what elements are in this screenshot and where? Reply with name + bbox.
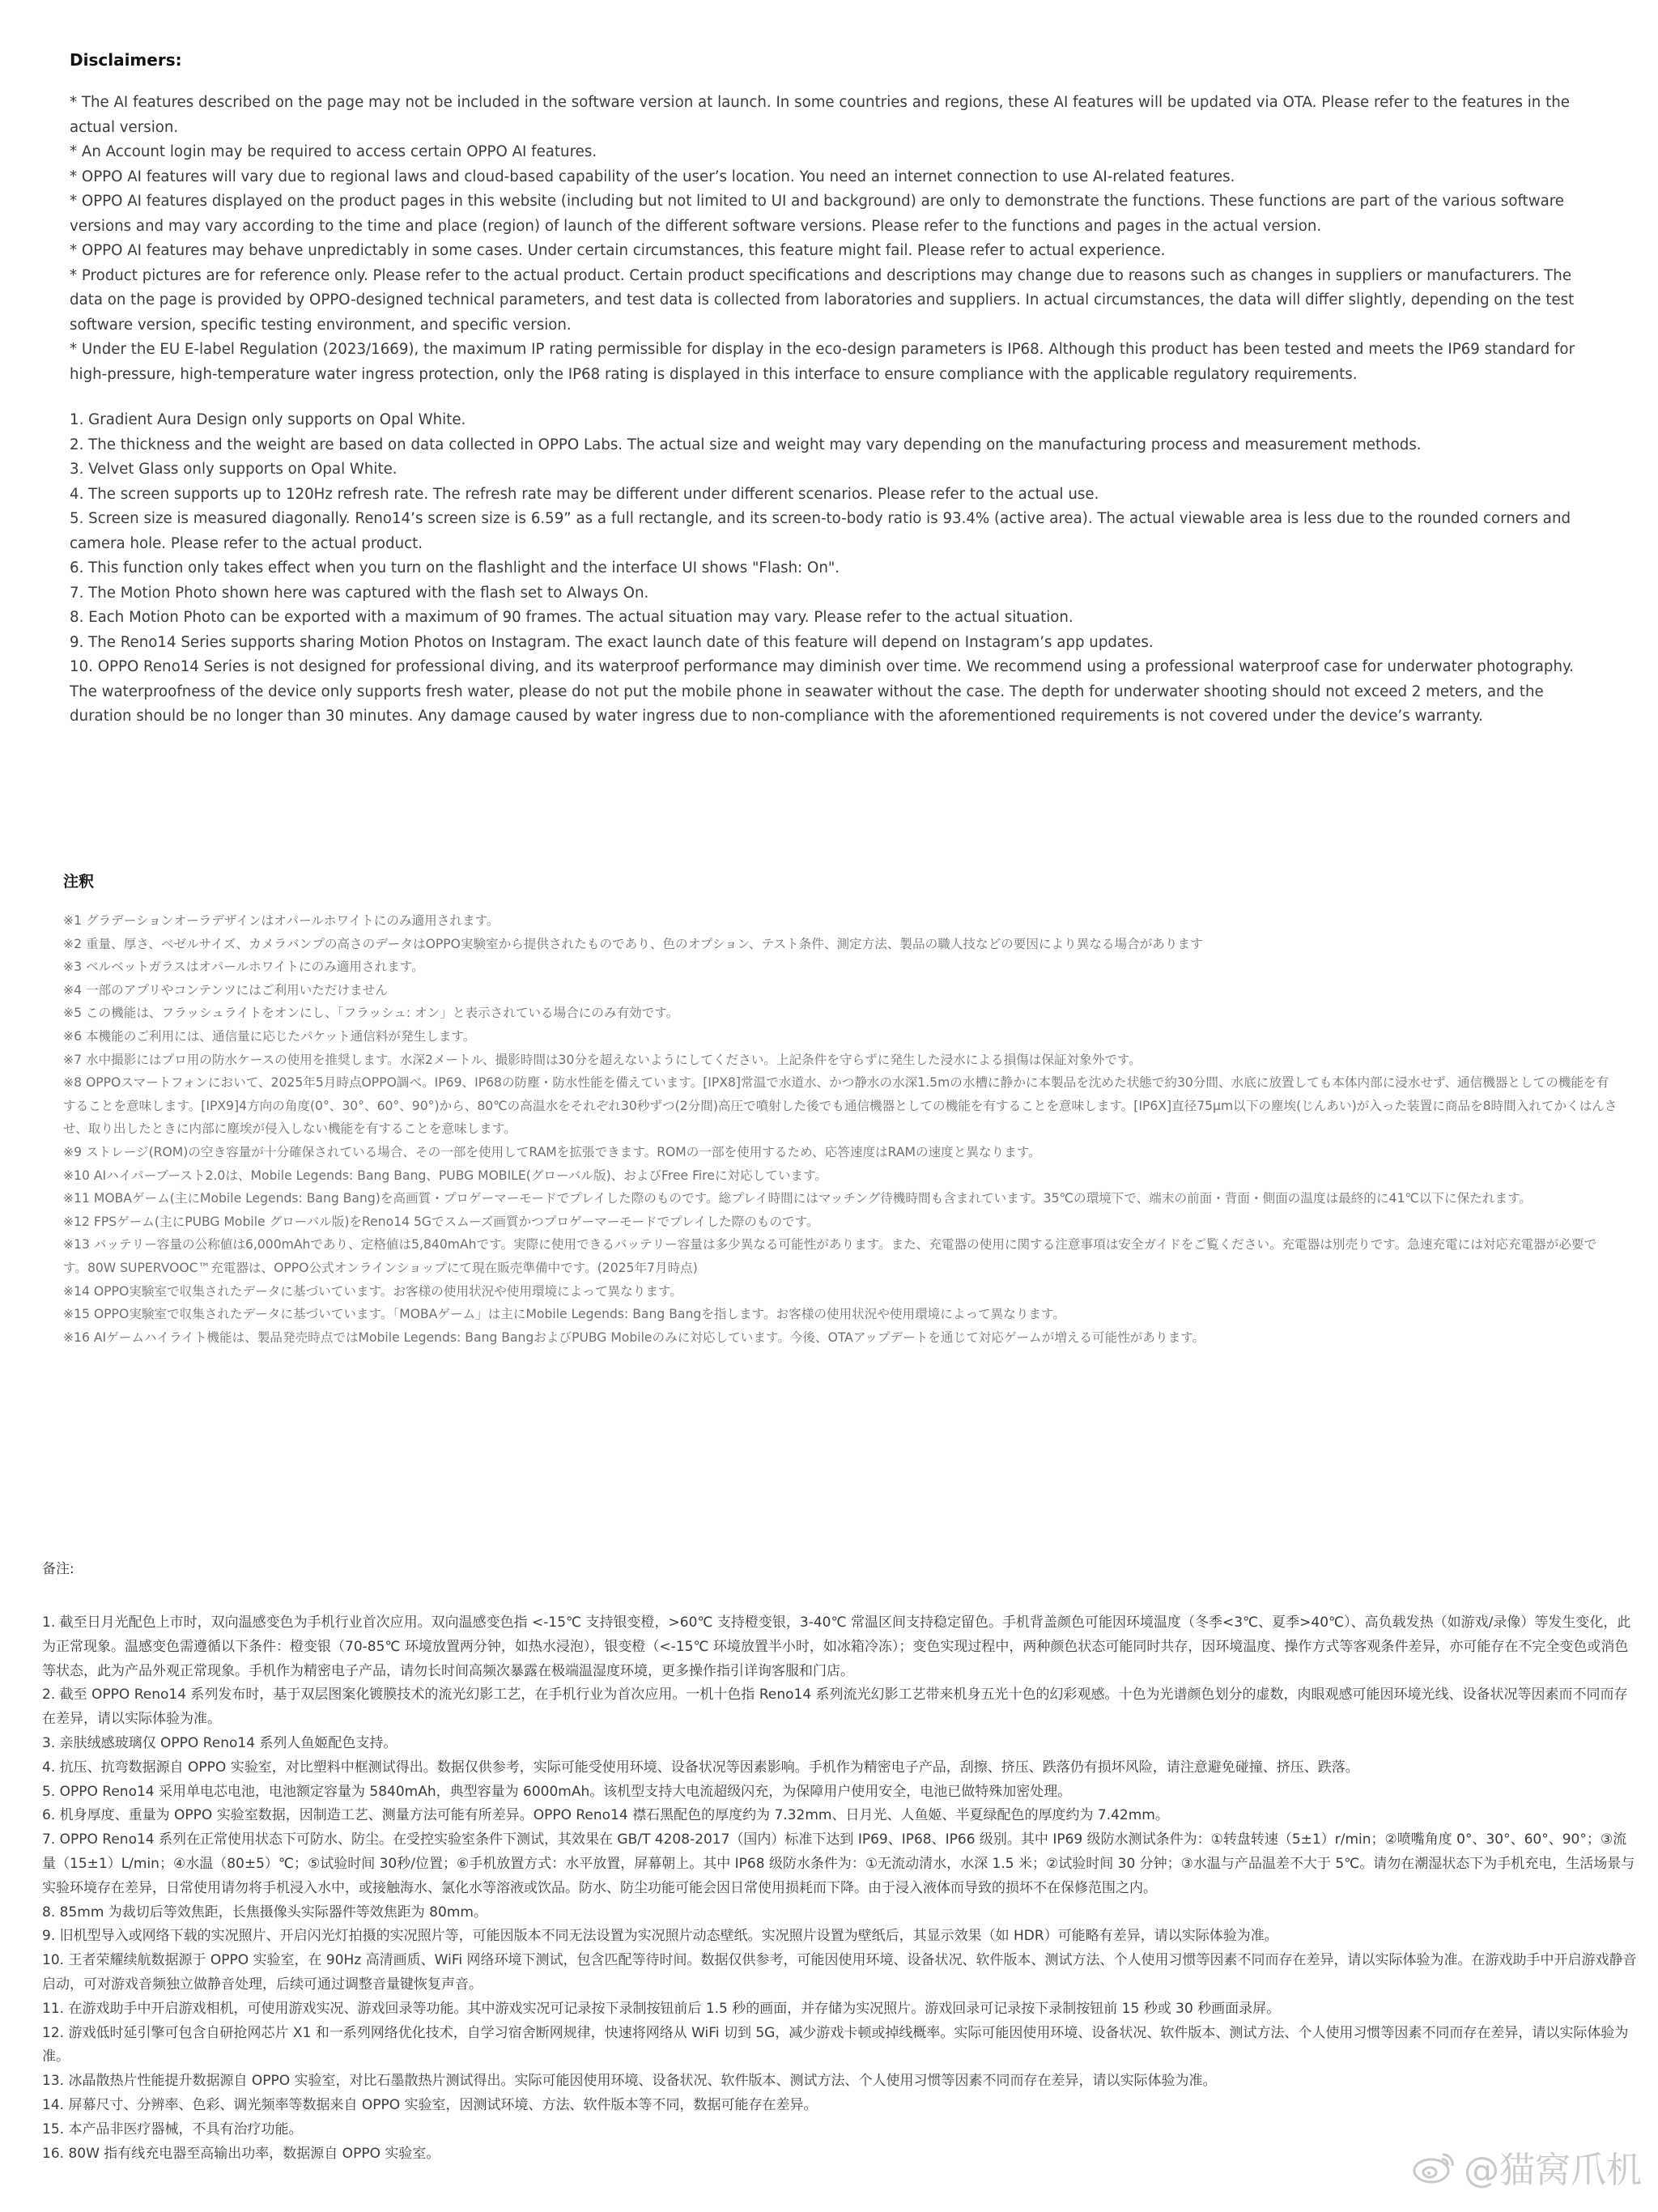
chinese-notes bbox=[42, 1557, 1639, 2166]
disclaimer-note: 6. This function only takes effect when you turn on the flashlight and the interface UI shows "Flash: On". bbox=[70, 559, 840, 576]
watermark-text: @猫窝爪机 bbox=[1464, 2150, 1642, 2191]
japanese-notes bbox=[63, 870, 1618, 1404]
chinese-note: 12. 游戏低时延引擎可包含自研抢网芯片 X1 和一系列网络优化技术，自学习宿舍断网规律，快速将网络从 WiFi 切到 5G，减少游戏卡顿或掉线概率。实际可能因使用环境、设备状况、软件版本、测试方法、个人使用习惯等因素不同而存在差异，请以实际体验为准。 bbox=[42, 2024, 1629, 2065]
disclaimer-bullet: * An Account login may be required to access certain OPPO AI features. bbox=[70, 143, 597, 160]
disclaimer-bullet: * OPPO AI features may behave unpredictably in some cases. Under certain circumstances, this feature might fail. Please refer to actual experience. bbox=[70, 242, 1166, 259]
chinese-note: 1. 截至日月光配色上市时，双向温感变色为手机行业首次应用。双向温感变色指 <-15℃ 支持银变橙，>60℃ 支持橙变银，3-40℃ 常温区间支持稳定留色。手机背盖颜色可能因环境温度（冬季<3℃、夏季>40℃）、高负载发热（如游戏/录像）等发生变化，此为正常现象。温感变色需遵循以下条件：橙变银（70-85℃ 环境放置两分钟，如热水浸泡），银变橙（<-15℃ 环境放置半小时，如冰箱冷冻）；变色实现过程中，两种颜色状态可能同时共存，因环境温度、操作方式等客观条件差异，亦可能存在不完全变色或消色等状态，此为产品外观正常现象。手机作为精密电子产品，请勿长时间高频次暴露在极端温湿度环境，更多操作指引详询客服和门店。 bbox=[42, 1614, 1631, 1679]
japanese-note: ※5 この機能は、フラッシュライトをオンにし、「フラッシュ: オン」と表示されている場合にのみ有効です。 bbox=[63, 1006, 679, 1021]
chinese-note-list bbox=[42, 1611, 1639, 2166]
chinese-note: 7. OPPO Reno14 系列在正常使用状态下可防水、防尘。在受控实验室条件下测试，其效果在 GB/T 4208-2017（国内）标准下达到 IP69、IP68、IP66 级别。其中 IP69 级防水测试条件为：①转盘转速（5±1）r/min；②喷嘴角度 0°、30°、60°、90°；③流量（15±1）L/min；④水温（80±5）℃；⑤试验时间 30秒/位置；⑥手机放置方式：水平放置，屏幕朝上。其中 IP68 级防水条件为：①无流动清水，水深 1.5 米；②试验时间 30 分钟；③水温与产品温差不大于 5℃。请勿在潮湿状态下为手机充电，生活场景与实验环境存在差异，日常使用请勿将手机浸入水中，或接触海水、氯化水等溶液或饮品。防水、防尘功能可能会因日常使用损耗而下降。由于浸入液体而导致的损坏不在保修范围之内。 bbox=[42, 1831, 1635, 1896]
japanese-note: ※2 重量、厚さ、ベゼルサイズ、カメラバンプの高さのデータはOPPO実験室から提供されたものであり、色のオプション、テスト条件、測定方法、製品の職人技などの要因により異なる場合があります bbox=[63, 936, 1203, 951]
chinese-note: 4. 抗压、抗弯数据源自 OPPO 实验室，对比塑料中框测试得出。数据仅供参考，实际可能受使用环境、设备状况等因素影响。手机作为精密电子产品，刮擦、挤压、跌落仍有损坏风险，请注意避免碰撞、挤压、跌落。 bbox=[42, 1759, 1359, 1776]
chinese-note: 11. 在游戏助手中开启游戏相机，可使用游戏实况、游戏回录等功能。其中游戏实况可记录按下录制按钮前后 1.5 秒的画面，并存储为实况照片。游戏回录可记录按下录制按钮前 15 秒或 30 秒画面录屏。 bbox=[42, 2000, 1281, 2017]
english-disclaimers bbox=[70, 50, 1592, 730]
japanese-note: ※3 ベルベットガラスはオパールホワイトにのみ適用されます。 bbox=[63, 959, 424, 975]
japanese-note: ※12 FPSゲーム(主にPUBG Mobile グローバル版)をReno14 5Gでスムーズ画質かつプロゲーマーモードでプレイした際のものです。 bbox=[63, 1214, 819, 1229]
disclaimer-note: 7. The Motion Photo shown here was captured with the flash set to Always On. bbox=[70, 584, 649, 602]
disclaimer-bullet: * OPPO AI features will vary due to regional laws and cloud-based capability of the user’s location. You need an internet connection to use AI-related features. bbox=[70, 168, 1235, 185]
weibo-icon bbox=[1412, 2148, 1457, 2185]
disclaimer-bullet: * The AI features described on the page may not be included in the software version at launch. In some countries and regions, these AI features will be updated via OTA. Please refer to the features in the actual version. bbox=[70, 94, 1570, 136]
japanese-note: ※8 OPPOスマートフォンにおいて、2025年5月時点OPPO調べ。IP69、IP68の防塵・防水性能を備えています。[IPX8]常温で水道水、かつ静水の水深1.5mの水槽に静かに本製品を沈めた状態で約30分間、水底に放置しても本体内部に浸水せず、通信機器としての機能を有することを意味します。[IPX9]4方向の角度(0°、30°、60°、90°)から、80℃の高温水をそれぞれ30秒ずつ(2分間)高圧で噴射した後でも通信機器としての機能を有することを意味します。[IP6X]直径75μm以下の塵埃(じんあい)が入った装置に商品を8時間入れてかくはんさせ、取り出したときに内部に塵埃が侵入しない機能を有することを意味します。 bbox=[63, 1075, 1618, 1137]
english-numbered-notes bbox=[70, 408, 1592, 730]
chinese-note: 2. 截至 OPPO Reno14 系列发布时，基于双层图案化镀膜技术的流光幻影工艺，在手机行业为首次应用。一机十色指 Reno14 系列流光幻影工艺带来机身五光十色的幻彩观感。十色为光谱颜色划分的虚数，肉眼观感可能因环境光线、设备状况等因素而不同而存在差异，请以实际体验为准。 bbox=[42, 1687, 1628, 1728]
disclaimer-bullet: * Product pictures are for reference only. Please refer to the actual product. Certain product specifications and descriptions may change due to reasons such as changes in suppliers or manufacturers. The data on the page is provided by OPPO-designed technical parameters, and test data is collected from laboratories and suppliers. In actual circumstances, the data will differ slightly, depending on the test software version, specific testing environment, and specific version. bbox=[70, 266, 1575, 334]
disclaimer-bullet: * Under the EU E-label Regulation (2023/1669), the maximum IP rating permissible for display in the eco-design parameters is IP68. Although this product has been tested and meets the IP69 standard for high-pressure, high-temperature water ingress protection, only the IP68 rating is displayed in this interface to ensure compliance with the applicable regulatory requirements. bbox=[70, 341, 1575, 383]
japanese-note: ※1 グラデーションオーラデザインはオパールホワイトにのみ適用されます。 bbox=[63, 913, 500, 928]
disclaimer-note: 8. Each Motion Photo can be exported with a maximum of 90 frames. The actual situation may vary. Please refer to the actual situation. bbox=[70, 609, 1073, 626]
japanese-title: 注釈 bbox=[63, 873, 95, 891]
japanese-note: ※15 OPPO実験室で収集されたデータに基づいています。「MOBAゲーム」は主にMobile Legends: Bang Bangを指します。お客様の使用状況や使用環境によって異なります。 bbox=[63, 1307, 1065, 1322]
japanese-note: ※16 AIゲームハイライト機能は、製品発売時点ではMobile Legends: Bang BangおよびPUBG Mobileのみに対応しています。今後、OTAアップデートを通じて対応ゲームが増える可能性があります。 bbox=[63, 1329, 1205, 1345]
chinese-note: 6. 机身厚度、重量为 OPPO 实验室数据，因制造工艺、测量方法可能有所差异。OPPO Reno14 襟石黑配色的厚度约为 7.32mm、日月光、人鱼姬、半夏绿配色的厚度约为 7.42mm。 bbox=[42, 1807, 1169, 1824]
japanese-note: ※6 本機能のご利用には、通信量に応じたパケット通信料が発生します。 bbox=[63, 1028, 476, 1044]
chinese-note: 14. 屏幕尺寸、分辨率、色彩、调光频率等数据来自 OPPO 实验室，因测试环境、方法、软件版本等不同，数据可能存在差异。 bbox=[42, 2096, 818, 2113]
chinese-note: 8. 85mm 为裁切后等效焦距，长焦摄像头实际器件等效焦距为 80mm。 bbox=[42, 1904, 487, 1921]
chinese-note: 16. 80W 指有线充电器至高输出功率，数据源自 OPPO 实验室。 bbox=[42, 2145, 440, 2162]
japanese-note: ※14 OPPO実験室で収集されたデータに基づいています。お客様の使用状況や使用環境によって異なります。 bbox=[63, 1283, 682, 1299]
watermark bbox=[1412, 2141, 1642, 2193]
english-bullet-list bbox=[70, 91, 1592, 387]
disclaimer-note: 5. Screen size is measured diagonally. Reno14’s screen size is 6.59” as a full rectangle, and its screen-to-body ratio is 93.4% (active area). The actual viewable area is less due to the rounded corners and camera hole. Please refer to the actual product. bbox=[70, 510, 1571, 552]
chinese-note: 10. 王者荣耀续航数据源于 OPPO 实验室，在 90Hz 高清画质、WiFi 网络环境下测试，包含匹配等待时间。数据仅供参考，可能因使用环境、设备状况、软件版本、测试方法、个人使用习惯等因素不同而存在差异，请以实际体验为准。在游戏助手中开启游戏静音启动，可对游戏音频独立做静音处理，后续可通过调整音量键恢复声音。 bbox=[42, 1952, 1637, 1993]
chinese-note: 9. 旧机型导入或网络下载的实况照片、开启闪光灯拍摄的实况照片等，可能因版本不同无法设置为实况照片动态壁纸。实况照片设置为壁纸后，其显示效果（如 HDR）可能略有差异，请以实际体验为准。 bbox=[42, 1928, 1278, 1945]
japanese-note: ※13 バッテリー容量の公称値は6,000mAhであり、定格値は5,840mAhです。実際に使用できるバッテリー容量は多少異なる可能性があります。また、充電器の使用に関する注意事項は安全ガイドをご覧ください。充電器は別売りです。急速充電には対応充電器が必要です。80W SUPERVOOC™充電器は、OPPO公式オンラインショップにて現在販売準備中です。(2025年7月時点) bbox=[63, 1237, 1597, 1275]
disclaimer-bullet: * OPPO AI features displayed on the product pages in this website (including but not limited to UI and background) are only to demonstrate the functions. These functions are part of the various software versions and may vary according to the time and place (region) of launch of the different software versions. Please refer to the functions and pages in the actual version. bbox=[70, 193, 1564, 235]
disclaimer-note: 10. OPPO Reno14 Series is not designed for professional diving, and its waterproof performance may diminish over time. We recommend using a professional waterproof case for underwater photography. The waterproofness of the device only supports fresh water, please do not put the mobile phone in seawater without the case. The depth for underwater shooting should not exceed 2 meters, and the duration should be no longer than 30 minutes. Any damage caused by water ingress due to non-compliance with the aforementioned requirements is not covered under the device’s warranty. bbox=[70, 658, 1574, 725]
chinese-note: 3. 亲肤绒感玻璃仅 OPPO Reno14 系列人鱼姬配色支持。 bbox=[42, 1734, 397, 1751]
japanese-note: ※9 ストレージ(ROM)の空き容量が十分確保されている場合、その一部を使用してRAMを拡張できます。ROMの一部を使用するため、応答速度はRAMの速度と異なります。 bbox=[63, 1144, 1041, 1159]
japanese-note: ※4 一部のアプリやコンテンツにはご利用いただけません bbox=[63, 982, 388, 998]
japanese-note: ※7 水中撮影にはプロ用の防水ケースの使用を推奨します。水深2メートル、撮影時間は30分を超えないようにしてください。上記条件を守らずに発生した浸水による損傷は保証対象外です。 bbox=[63, 1052, 1141, 1067]
chinese-note: 15. 本产品非医疗器械，不具有治疗功能。 bbox=[42, 2121, 303, 2138]
japanese-note: ※11 MOBAゲーム(主にMobile Legends: Bang Bang)を高画質・プロゲーマーモードでプレイした際のものです。総プレイ時間にはマッチング待機時間も含まれています。35℃の環境下で、端末の前面・背面・側面の温度は最終的に41℃以下に保たれます。 bbox=[63, 1191, 1533, 1206]
english-title: Disclaimers: bbox=[70, 50, 182, 70]
disclaimer-note: 4. The screen supports up to 120Hz refresh rate. The refresh rate may be different under different scenarios. Please refer to the actual use. bbox=[70, 485, 1099, 503]
disclaimer-note: 1. Gradient Aura Design only supports on Opal White. bbox=[70, 411, 466, 428]
chinese-title: 备注: bbox=[42, 1561, 74, 1577]
disclaimer-note: 9. The Reno14 Series supports sharing Motion Photos on Instagram. The exact launch date of this feature will depend on Instagram’s app updates. bbox=[70, 633, 1154, 651]
disclaimer-note: 2. The thickness and the weight are based on data collected in OPPO Labs. The actual size and weight may vary depending on the manufacturing process and measurement methods. bbox=[70, 436, 1422, 453]
japanese-note: ※10 AIハイパーブースト2.0は、Mobile Legends: Bang Bang、PUBG MOBILE(グローバル版)、およびFree Fireに対応しています。 bbox=[63, 1168, 828, 1183]
japanese-note-list bbox=[63, 909, 1618, 1349]
chinese-note: 13. 冰晶散热片性能提升数据源自 OPPO 实验室，对比石墨散热片测试得出。实际可能因使用环境、设备状况、软件版本、测试方法、个人使用习惯等因素不同而存在差异，请以实际体验为准。 bbox=[42, 2073, 1217, 2090]
disclaimer-note: 3. Velvet Glass only supports on Opal White. bbox=[70, 461, 397, 478]
chinese-note: 5. OPPO Reno14 采用单电芯电池，电池额定容量为 5840mAh，典型容量为 6000mAh。该机型支持大电流超级闪充，为保障用户使用安全，电池已做特殊加密处理。 bbox=[42, 1783, 1072, 1800]
